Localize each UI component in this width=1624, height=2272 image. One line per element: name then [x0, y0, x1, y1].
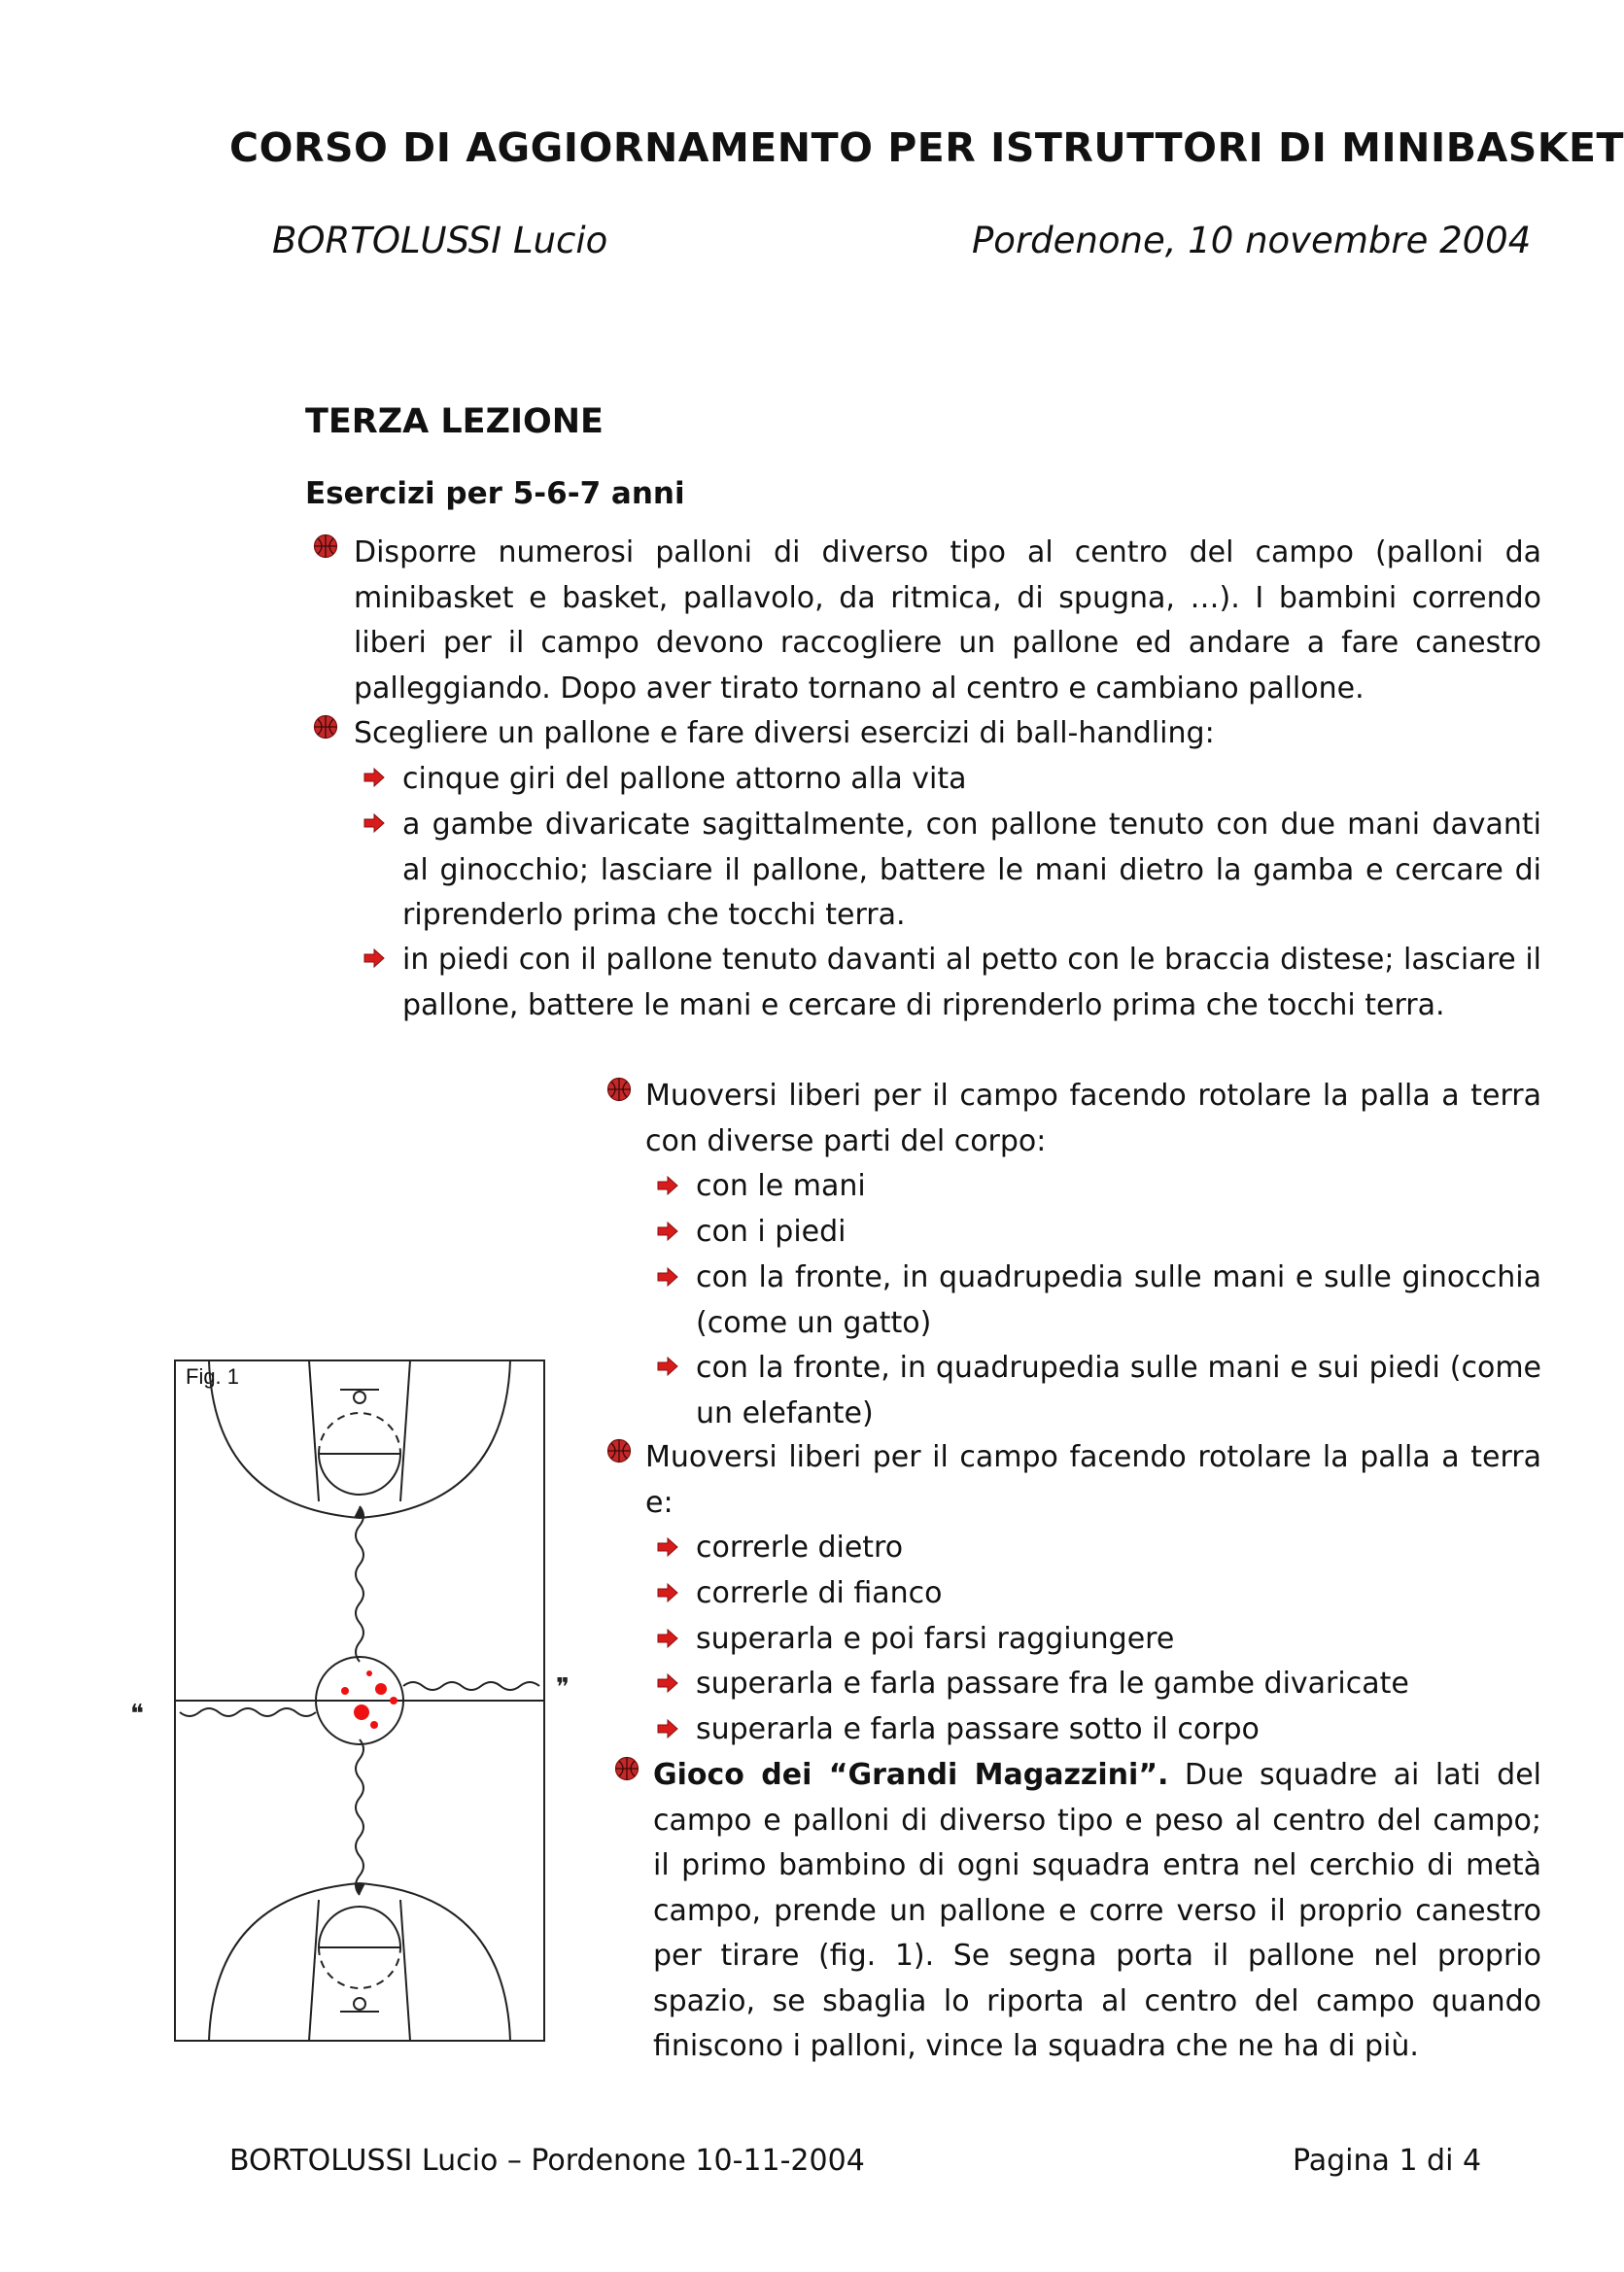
arrow-bullet-icon	[657, 1267, 678, 1287]
list-item	[653, 1753, 1541, 2070]
basketball-bullet-icon	[606, 1438, 632, 1463]
sub-list-item: in piedi con il pallone tenuto davanti al petto con le braccia distese; lasciare il pallone, battere le mani e cercare di riprenderlo prima che tocchi terra.	[402, 943, 1541, 1022]
arrow-bullet-icon	[363, 948, 385, 968]
lesson-title: TERZA LEZIONE	[305, 402, 604, 441]
arrow-bullet-icon	[657, 1673, 678, 1693]
sub-list-item: con le mani	[696, 1169, 866, 1203]
sub-list-item: superarla e farla passare fra le gambe divaricate	[696, 1667, 1409, 1701]
list-item: Disporre numerosi palloni di diverso tipo al centro del campo (palloni da minibasket e basket, pallavolo, da ritmica, di spugna, …). I bambini correndo liberi per il campo devono raccogliere un pallone ed andare a fare canestro palleggiando. Dopo aver tirato tornano al centro e cambiano pallone.	[354, 535, 1541, 706]
sub-list-item: superarla e poi farsi raggiungere	[696, 1622, 1175, 1656]
free-throw-circle	[319, 1907, 400, 1947]
court-diagram	[130, 1360, 603, 2060]
sub-list-item: correrle di fianco	[696, 1576, 943, 1610]
dribble-path-down	[356, 1739, 363, 1895]
place-date: Pordenone, 10 novembre 2004	[972, 220, 1532, 261]
key-line	[400, 1360, 410, 1501]
arrow-bullet-icon	[363, 813, 385, 833]
basketball-bullet-icon	[313, 714, 338, 740]
sub-list-item: cinque giri del pallone attorno alla vita	[402, 762, 967, 796]
sub-list-item: con i piedi	[696, 1215, 847, 1249]
svg-text:❞: ❞	[556, 1673, 570, 1703]
dribble-path-left	[180, 1708, 316, 1716]
list-item: Muoversi liberi per il campo facendo rotolare la palla a terra con diverse parti del corpo:	[645, 1079, 1541, 1158]
sub-list-item: a gambe divaricate sagittalmente, con pallone tenuto con due mani davanti al ginocchio; lasciare il pallone, battere le mani dietro la gamba e cercare di riprenderlo prima che tocchi terra.	[402, 808, 1541, 932]
free-throw-circle-dashed	[319, 1413, 400, 1454]
basketball-bullet-icon	[614, 1756, 639, 1781]
dribble-path-right	[403, 1682, 539, 1690]
author: BORTOLUSSI Lucio	[272, 220, 608, 261]
arrow-bullet-icon	[657, 1583, 678, 1602]
arrow-bullet-icon	[657, 1537, 678, 1557]
hoop	[354, 1392, 365, 1403]
svg-text:❝: ❝	[130, 1700, 144, 1729]
arrow-bullet-icon	[363, 768, 385, 787]
figure-label: Fig. 1	[186, 1364, 240, 1389]
list-item: Muoversi liberi per il campo facendo rotolare la palla a terra e:	[645, 1440, 1541, 1520]
footer-author: BORTOLUSSI Lucio – Pordenone 10-11-2004	[229, 2144, 865, 2178]
free-throw-circle-dashed	[319, 1947, 400, 1988]
arrow-bullet-icon	[657, 1176, 678, 1195]
game-description: Due squadre ai lati del campo e palloni di diverso tipo e peso al centro del campo; il primo bambino di ogni squadra entra nel cerchio di metà campo, prende un pallone e corre verso il proprio canestro per tirare (fig. 1). Se segna porta il pallone nel proprio spazio, se sbaglia lo riporta al centro del campo quando finiscono i palloni, vince la squadra che ne ha di più.	[653, 1758, 1541, 2063]
dribble-path-up	[356, 1506, 363, 1662]
lesson-subtitle: Esercizi per 5-6-7 anni	[305, 476, 685, 511]
basketball-bullet-icon	[313, 534, 338, 559]
key-line	[309, 1900, 319, 2041]
key-line	[400, 1900, 410, 2041]
page-number: Pagina 1 di 4	[1293, 2144, 1482, 2178]
sub-list-item: con la fronte, in quadrupedia sulle mani e sulle ginocchia (come un gatto)	[696, 1260, 1541, 1340]
arrow-bullet-icon	[657, 1222, 678, 1241]
sub-list-item: con la fronte, in quadrupedia sulle mani e sui piedi (come un elefante)	[696, 1351, 1541, 1430]
key-line	[309, 1360, 319, 1501]
arrow-bullet-icon	[657, 1357, 678, 1376]
arrow-bullet-icon	[657, 1719, 678, 1738]
game-title: Gioco dei “Grandi Magazzini”.	[653, 1758, 1169, 1792]
hoop	[354, 1998, 365, 2010]
free-throw-circle	[319, 1454, 400, 1495]
arrow-bullet-icon	[657, 1629, 678, 1648]
basketball-bullet-icon	[606, 1077, 632, 1102]
document-title: CORSO DI AGGIORNAMENTO PER ISTRUTTORI DI MINIBASKET	[229, 124, 1624, 171]
sub-list-item: superarla e farla passare sotto il corpo	[696, 1712, 1260, 1746]
list-item: Scegliere un pallone e fare diversi esercizi di ball-handling:	[354, 716, 1215, 750]
sub-list-item: correrle dietro	[696, 1531, 904, 1565]
